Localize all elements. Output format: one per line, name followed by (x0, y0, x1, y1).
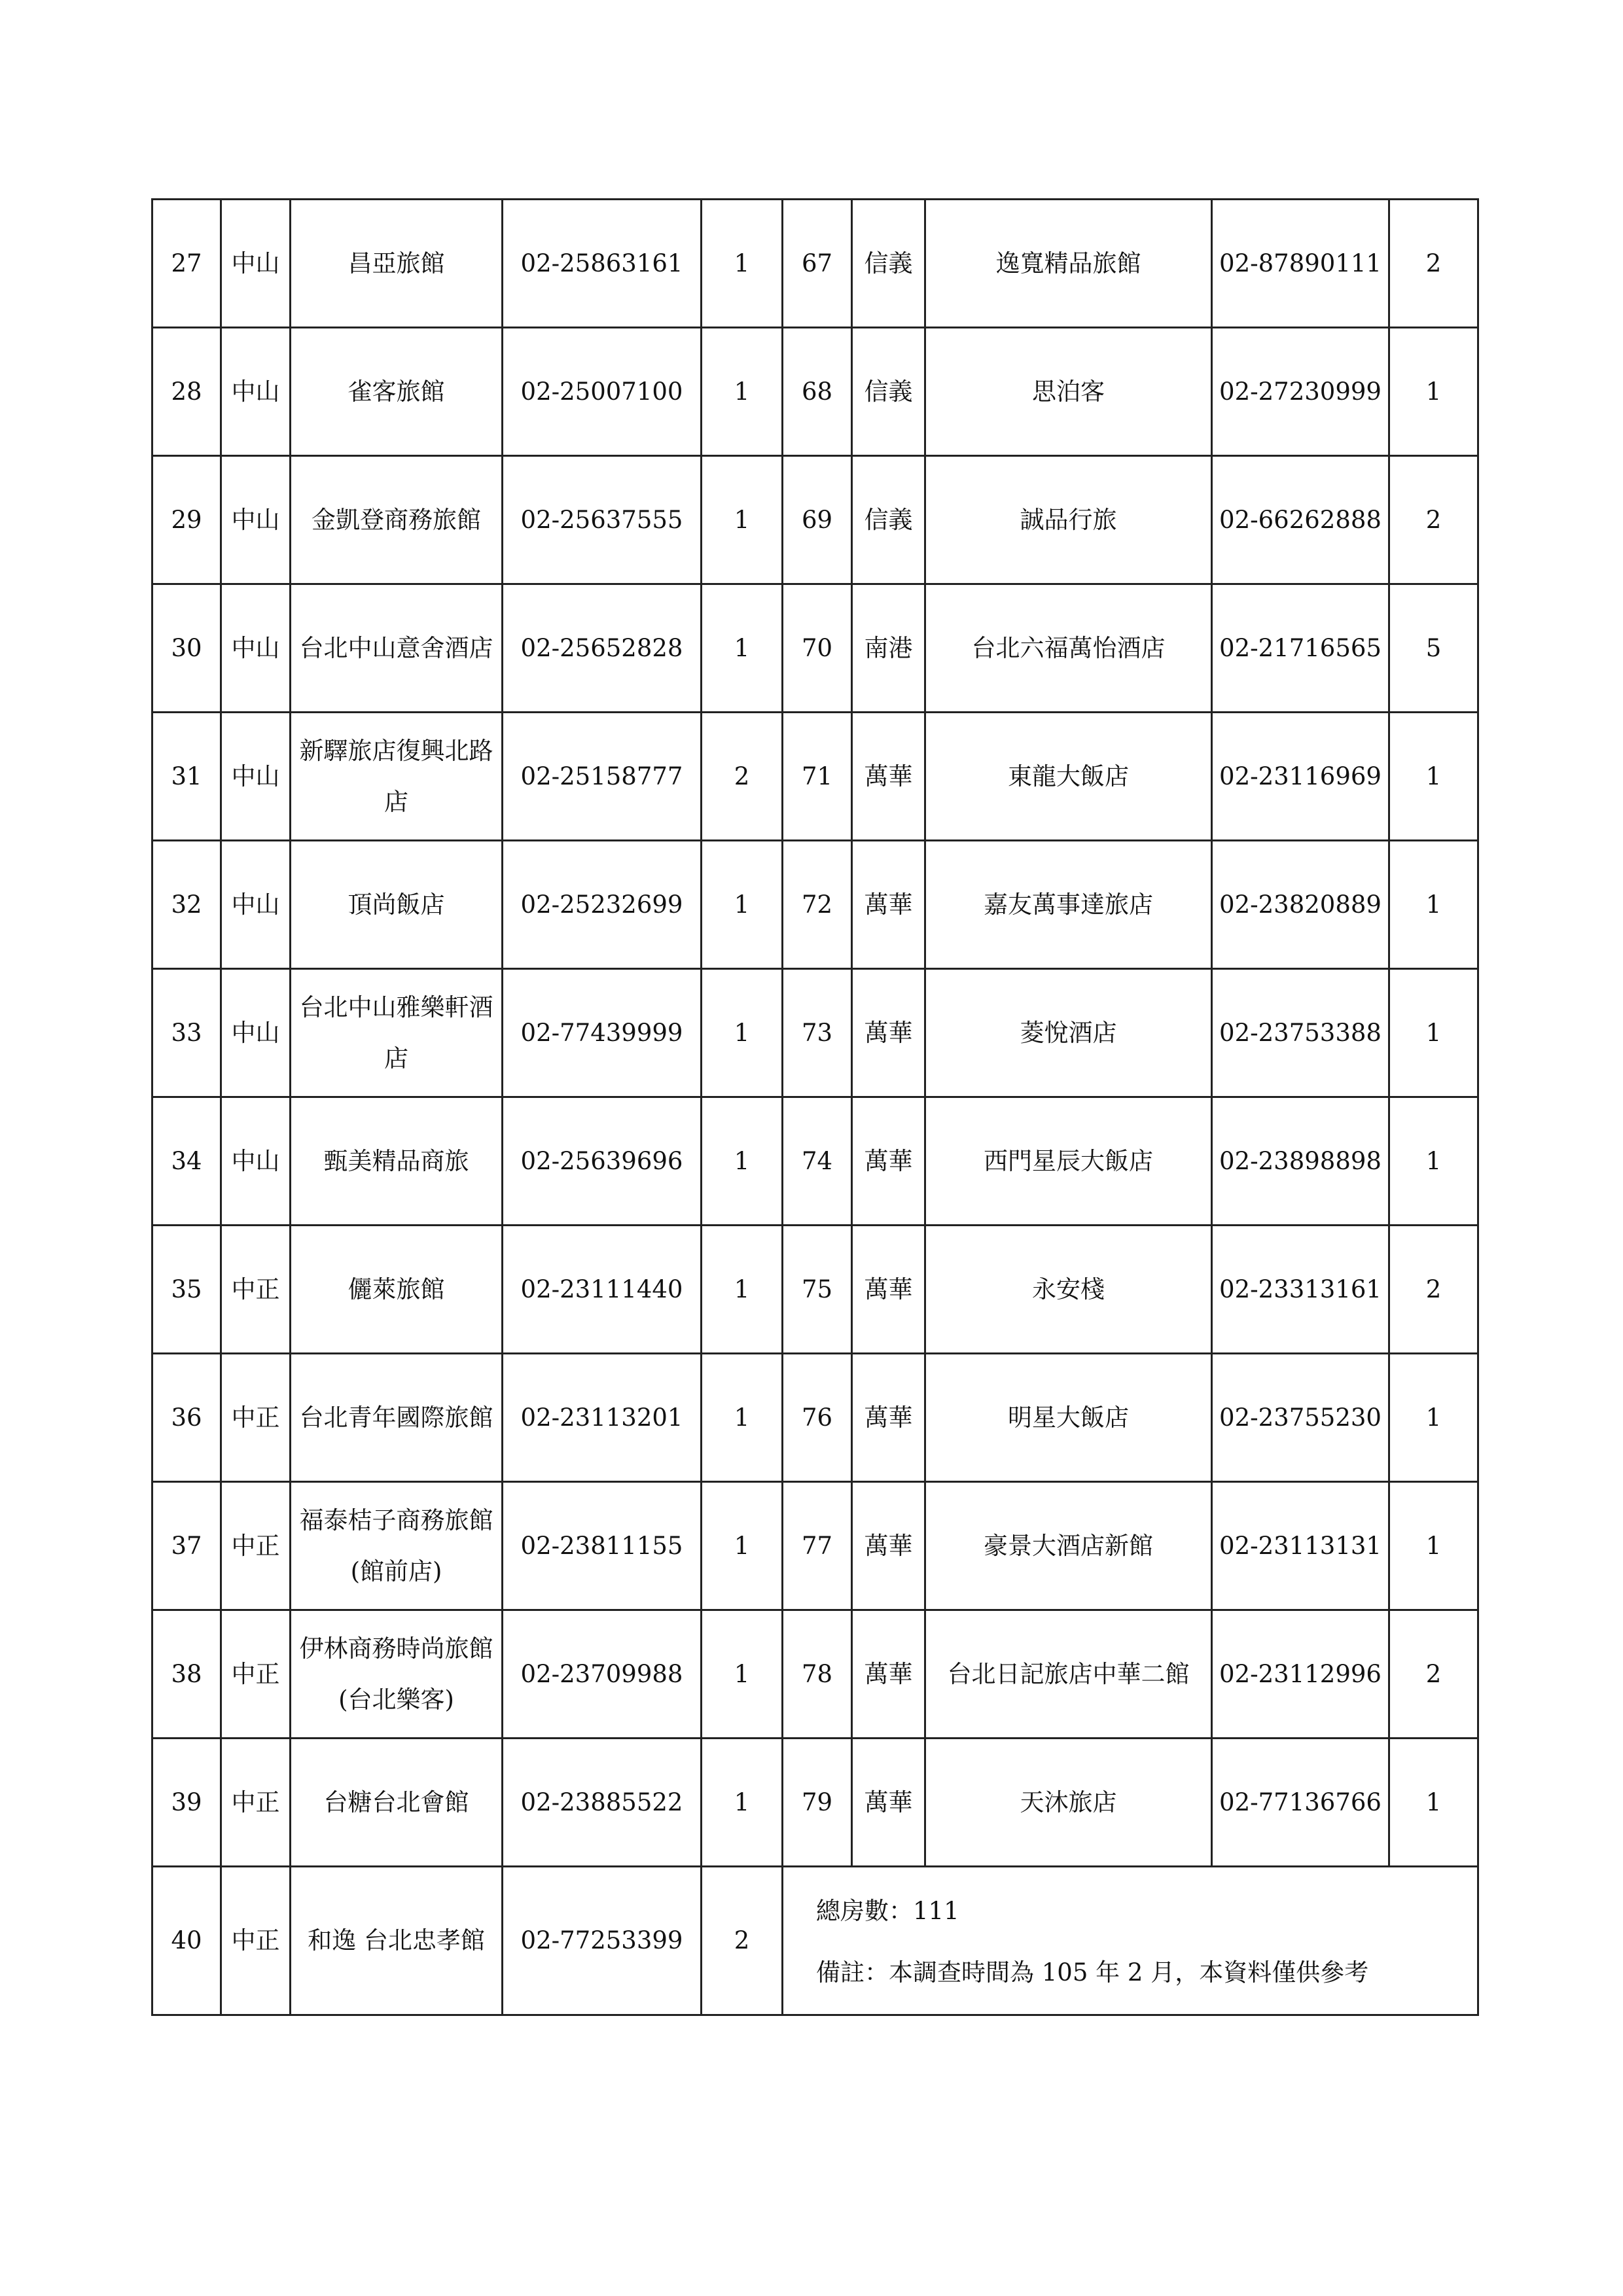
rooms-cell: 1 (1389, 841, 1478, 969)
district-cell: 中山 (221, 584, 291, 713)
district-cell: 中正 (221, 1226, 291, 1354)
rooms-cell: 1 (1389, 1097, 1478, 1226)
row-number: 28 (152, 328, 221, 456)
phone-cell: 02-23885522 (503, 1739, 702, 1867)
rooms-cell: 1 (1389, 969, 1478, 1097)
table-body (152, 200, 1478, 2015)
phone-cell: 02-23111440 (503, 1226, 702, 1354)
district-cell: 信義 (852, 200, 925, 328)
row-number: 37 (152, 1482, 221, 1610)
row-number: 40 (152, 1867, 221, 2015)
hotel-name-cell: 明星大飯店 (925, 1354, 1212, 1482)
hotel-name-cell: 豪景大酒店新館 (925, 1482, 1212, 1610)
district-cell: 中山 (221, 969, 291, 1097)
table-row (152, 1354, 1478, 1482)
rooms-cell: 1 (702, 1354, 783, 1482)
hotel-name-cell: 天沐旅店 (925, 1739, 1212, 1867)
hotel-name-cell: 台北日記旅店中華二館 (925, 1610, 1212, 1739)
rooms-cell: 1 (702, 1097, 783, 1226)
row-number: 76 (783, 1354, 852, 1482)
district-cell: 中山 (221, 841, 291, 969)
row-number: 39 (152, 1739, 221, 1867)
hotel-list-table (151, 198, 1479, 2016)
hotel-name-cell: 福泰桔子商務旅館(館前店) (291, 1482, 503, 1610)
table-row (152, 713, 1478, 841)
row-number: 69 (783, 456, 852, 584)
rooms-cell: 1 (702, 1739, 783, 1867)
rooms-cell: 2 (1389, 456, 1478, 584)
hotel-name-cell: 西門星辰大飯店 (925, 1097, 1212, 1226)
table-row (152, 1097, 1478, 1226)
table-row (152, 456, 1478, 584)
table-row (152, 1610, 1478, 1739)
hotel-name-cell: 甄美精品商旅 (291, 1097, 503, 1226)
phone-cell: 02-23112996 (1212, 1610, 1389, 1739)
district-cell: 萬華 (852, 1739, 925, 1867)
row-number: 27 (152, 200, 221, 328)
district-cell: 中正 (221, 1610, 291, 1739)
hotel-name-cell: 台北中山意舍酒店 (291, 584, 503, 713)
district-cell: 南港 (852, 584, 925, 713)
phone-cell: 02-23820889 (1212, 841, 1389, 969)
district-cell: 中山 (221, 1097, 291, 1226)
phone-cell: 02-25652828 (503, 584, 702, 713)
rooms-cell: 2 (702, 1867, 783, 2015)
row-number: 36 (152, 1354, 221, 1482)
row-number: 75 (783, 1226, 852, 1354)
phone-cell: 02-27230999 (1212, 328, 1389, 456)
phone-cell: 02-23313161 (1212, 1226, 1389, 1354)
phone-cell: 02-25637555 (503, 456, 702, 584)
phone-cell: 02-23811155 (503, 1482, 702, 1610)
phone-cell: 02-23709988 (503, 1610, 702, 1739)
hotel-name-cell: 新驛旅店復興北路店 (291, 713, 503, 841)
table-row (152, 969, 1478, 1097)
district-cell: 萬華 (852, 1226, 925, 1354)
rooms-cell: 1 (702, 969, 783, 1097)
table-row (152, 1482, 1478, 1610)
district-cell: 信義 (852, 328, 925, 456)
row-number: 79 (783, 1739, 852, 1867)
row-number: 73 (783, 969, 852, 1097)
row-number: 72 (783, 841, 852, 969)
row-number: 68 (783, 328, 852, 456)
district-cell: 中山 (221, 713, 291, 841)
rooms-cell: 5 (1389, 584, 1478, 713)
hotel-name-cell: 逸寬精品旅館 (925, 200, 1212, 328)
rooms-cell: 1 (1389, 1354, 1478, 1482)
phone-cell: 02-23113131 (1212, 1482, 1389, 1610)
district-cell: 萬華 (852, 969, 925, 1097)
district-cell: 中正 (221, 1739, 291, 1867)
rooms-cell: 1 (702, 200, 783, 328)
table-row (152, 200, 1478, 328)
rooms-cell: 2 (1389, 1610, 1478, 1739)
row-number: 31 (152, 713, 221, 841)
hotel-name-cell: 台北六福萬怡酒店 (925, 584, 1212, 713)
rooms-cell: 1 (1389, 328, 1478, 456)
total-rooms-note: 總房數：111 (816, 1897, 959, 1925)
notes-cell (783, 1867, 1478, 2015)
table-row (152, 841, 1478, 969)
hotel-name-cell: 儷萊旅館 (291, 1226, 503, 1354)
rooms-cell: 1 (702, 456, 783, 584)
row-number: 78 (783, 1610, 852, 1739)
row-number: 33 (152, 969, 221, 1097)
phone-cell: 02-23753388 (1212, 969, 1389, 1097)
row-number: 29 (152, 456, 221, 584)
rooms-cell: 1 (702, 1482, 783, 1610)
hotel-name-cell: 金凱登商務旅館 (291, 456, 503, 584)
row-number: 71 (783, 713, 852, 841)
rooms-cell: 1 (702, 1226, 783, 1354)
hotel-name-cell: 雀客旅館 (291, 328, 503, 456)
phone-cell: 02-77439999 (503, 969, 702, 1097)
district-cell: 中正 (221, 1867, 291, 2015)
phone-cell: 02-25158777 (503, 713, 702, 841)
hotel-name-cell: 伊林商務時尚旅館(台北樂客) (291, 1610, 503, 1739)
phone-cell: 02-25232699 (503, 841, 702, 969)
district-cell: 中正 (221, 1354, 291, 1482)
rooms-cell: 1 (702, 584, 783, 713)
phone-cell: 02-23116969 (1212, 713, 1389, 841)
hotel-name-cell: 思泊客 (925, 328, 1212, 456)
table-row (152, 584, 1478, 713)
phone-cell: 02-25007100 (503, 328, 702, 456)
phone-cell: 02-23113201 (503, 1354, 702, 1482)
row-number: 30 (152, 584, 221, 713)
phone-cell: 02-87890111 (1212, 200, 1389, 328)
row-number: 70 (783, 584, 852, 713)
rooms-cell: 1 (702, 1610, 783, 1739)
phone-cell: 02-77253399 (503, 1867, 702, 2015)
row-number: 32 (152, 841, 221, 969)
hotel-name-cell: 台北中山雅樂軒酒店 (291, 969, 503, 1097)
row-number: 74 (783, 1097, 852, 1226)
row-number: 67 (783, 200, 852, 328)
rooms-cell: 1 (1389, 1739, 1478, 1867)
hotel-name-cell: 永安棧 (925, 1226, 1212, 1354)
rooms-cell: 1 (702, 841, 783, 969)
table-row (152, 328, 1478, 456)
hotel-name-cell: 頂尚飯店 (291, 841, 503, 969)
row-number: 77 (783, 1482, 852, 1610)
hotel-name-cell: 嘉友萬事達旅店 (925, 841, 1212, 969)
hotel-name-cell: 昌亞旅館 (291, 200, 503, 328)
district-cell: 萬華 (852, 1097, 925, 1226)
phone-cell: 02-25639696 (503, 1097, 702, 1226)
hotel-name-cell: 台北青年國際旅館 (291, 1354, 503, 1482)
hotel-name-cell: 和逸 台北忠孝館 (291, 1867, 503, 2015)
hotel-name-cell: 東龍大飯店 (925, 713, 1212, 841)
phone-cell: 02-77136766 (1212, 1739, 1389, 1867)
rooms-cell: 1 (702, 328, 783, 456)
district-cell: 萬華 (852, 1610, 925, 1739)
row-number: 38 (152, 1610, 221, 1739)
district-cell: 萬華 (852, 1482, 925, 1610)
district-cell: 萬華 (852, 713, 925, 841)
rooms-cell: 1 (1389, 1482, 1478, 1610)
row-number: 35 (152, 1226, 221, 1354)
district-cell: 萬華 (852, 841, 925, 969)
rooms-cell: 1 (1389, 713, 1478, 841)
hotel-name-cell: 菱悅酒店 (925, 969, 1212, 1097)
district-cell: 中山 (221, 456, 291, 584)
district-cell: 萬華 (852, 1354, 925, 1482)
phone-cell: 02-23755230 (1212, 1354, 1389, 1482)
phone-cell: 02-66262888 (1212, 456, 1389, 584)
district-cell: 信義 (852, 456, 925, 584)
phone-cell: 02-23898898 (1212, 1097, 1389, 1226)
hotel-name-cell: 台糖台北會館 (291, 1739, 503, 1867)
district-cell: 中正 (221, 1482, 291, 1610)
table-row (152, 1739, 1478, 1867)
rooms-cell: 2 (1389, 200, 1478, 328)
table-row (152, 1867, 1478, 2015)
hotel-name-cell: 誠品行旅 (925, 456, 1212, 584)
district-cell: 中山 (221, 328, 291, 456)
row-number: 34 (152, 1097, 221, 1226)
remark-note: 備註：本調查時間為 105 年 2 月，本資料僅供參考 (816, 1958, 1369, 1987)
rooms-cell: 2 (1389, 1226, 1478, 1354)
phone-cell: 02-21716565 (1212, 584, 1389, 713)
district-cell: 中山 (221, 200, 291, 328)
rooms-cell: 2 (702, 713, 783, 841)
table-row (152, 1226, 1478, 1354)
phone-cell: 02-25863161 (503, 200, 702, 328)
